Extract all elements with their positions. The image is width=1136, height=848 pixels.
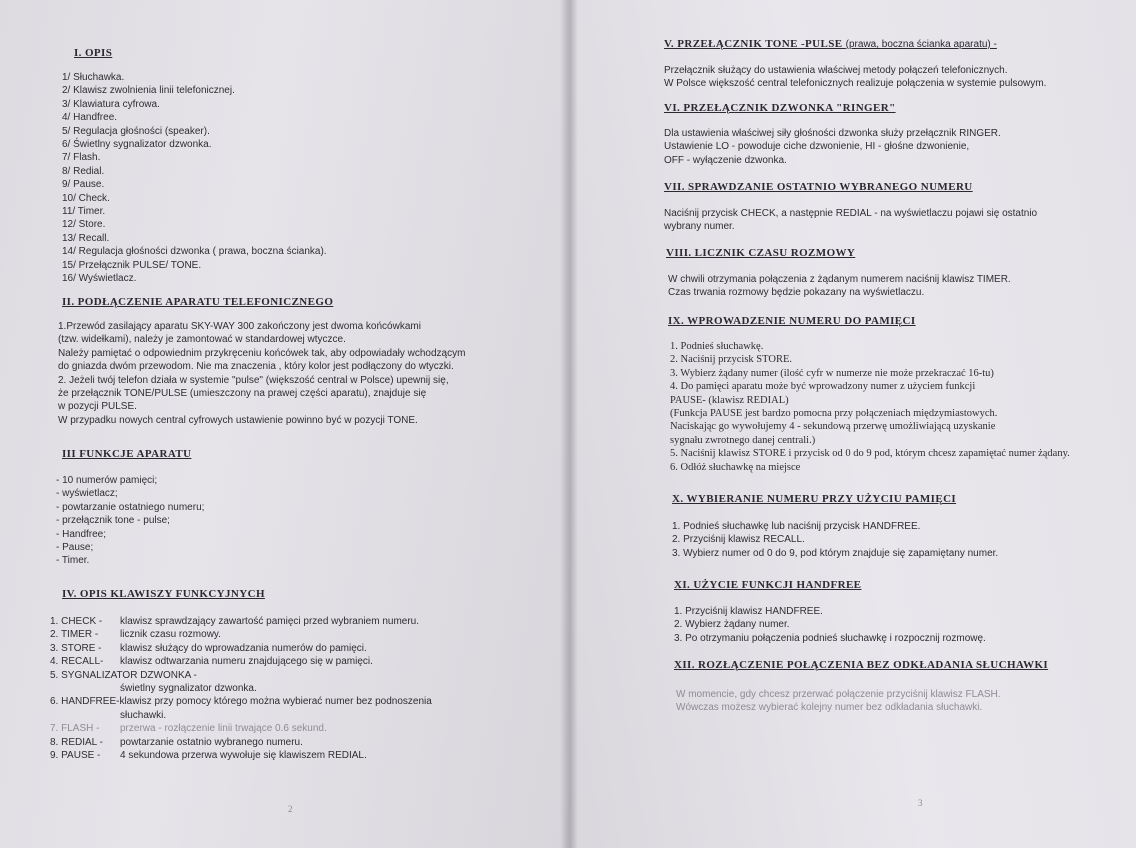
paragraph-line: 2. Jeżeli twój telefon działa w systemie "pulse" (większość central w Polsce) upewnij się,: [58, 374, 449, 386]
paragraph-line: 6. Odłóż słuchawkę na miejsce: [670, 461, 801, 473]
paragraph-line: Naciskając go wywołujemy 4 - sekundową przerwę umożliwiającą uzyskanie: [670, 421, 996, 433]
key-name: 7. FLASH -: [50, 723, 100, 735]
paragraph-line: 3. Wybierz żądany numer (ilość cyfr w numerze nie może przekraczać 16-tu): [670, 367, 994, 379]
paragraph-line: wybrany numer.: [664, 221, 735, 233]
funkcje-list: [56, 474, 204, 568]
list-item: 13/ Recall.: [62, 232, 110, 244]
paragraph-line: Ustawienie LO - powoduje ciche dzwonienie, HI - głośne dzwonienie,: [664, 141, 970, 153]
paragraph-line: do gniazda dwóm przewodom. Nie ma znaczenia , który kolor jest podłączony do wtyczki.: [58, 361, 454, 373]
paragraph-line: 1. Podnieś słuchawkę.: [670, 341, 764, 352]
list-item: 15/ Przełącznik PULSE/ TONE.: [62, 259, 202, 271]
paragraph-line: 2. Naciśnij przycisk STORE.: [670, 354, 793, 366]
paragraph-line: Naciśnij przycisk CHECK, a następnie REDIAL - na wyświetlaczu pojawi się ostatnio: [664, 208, 1038, 219]
list-item: - Pause;: [56, 542, 94, 554]
key-row: [50, 749, 432, 762]
list-item: - wyświetlacz;: [56, 488, 118, 500]
list-item: - Timer.: [56, 555, 90, 567]
timer-text: [668, 273, 1011, 300]
section-klawisze: [62, 588, 265, 600]
paragraph-line: 3. Wybierz numer od 0 do 9, pod którym znajduje się zapamiętany numer.: [672, 547, 999, 559]
section-title: III FUNKCJE APARATU: [62, 448, 192, 460]
key-row: [50, 655, 432, 668]
paragraph-line: sygnału zwrotnego danej centrali.): [670, 434, 816, 446]
list-item: 4/ Handfree.: [62, 112, 118, 124]
section-title: IV. OPIS KLAWISZY FUNKCYJNYCH: [62, 588, 265, 600]
key-row: [50, 628, 432, 641]
key-name: 9. PAUSE -: [50, 750, 101, 762]
paragraph-line: PAUSE- (klawisz REDIAL): [670, 394, 789, 406]
right-page: [568, 0, 1136, 848]
key-name: [50, 709, 120, 722]
key-row: [50, 669, 432, 682]
list-item: 1/ Słuchawka.: [62, 72, 125, 83]
paragraph-line: 1.Przewód zasilający aparatu SKY-WAY 300 zakończony jest dwoma końcówkami: [58, 321, 421, 332]
section-title: VI. PRZEŁĄCZNIK DZWONKA "RINGER": [664, 102, 896, 114]
section-store: [668, 315, 916, 327]
section-recall: [672, 493, 956, 505]
section-title-text: V. PRZEŁĄCZNIK TONE -PULSE: [664, 38, 843, 50]
ringer-text: [664, 127, 1001, 167]
key-desc: klawisz sprawdzający zawartość pamięci przed wybraniem numeru.: [120, 616, 419, 627]
list-item: 11/ Timer.: [62, 206, 106, 218]
section-title: XII. ROZŁĄCZENIE POŁĄCZENIA BEZ ODKŁADANIA SŁUCHAWKI: [674, 659, 1049, 671]
section-title: II. PODŁĄCZENIE APARATU TELEFONICZNEGO: [62, 296, 334, 308]
paragraph-line: 1. Przyciśnij klawisz HANDFREE.: [674, 606, 823, 617]
key-name: 5. SYGNALIZATOR DZWONKA -: [50, 669, 197, 681]
key-row: [50, 682, 432, 695]
key-desc: klawisz służący do wprowadzania numerów do pamięci.: [120, 642, 367, 654]
key-name: 3. STORE -: [50, 642, 102, 654]
opis-list: [62, 71, 327, 286]
section-title: X. WYBIERANIE NUMERU PRZY UŻYCIU PAMIĘCI: [672, 493, 957, 505]
paragraph-line: 3. Po otrzymaniu połączenia podnieś słuchawkę i rozpocznij rozmowę.: [674, 632, 986, 644]
section-tone-pulse: [664, 38, 997, 50]
list-item: 9/ Pause.: [62, 179, 105, 191]
recall-text: [672, 520, 998, 560]
key-row: [50, 709, 432, 722]
key-row: [50, 615, 432, 628]
section-title: [664, 38, 997, 50]
section-opis: [74, 47, 112, 59]
paragraph-line: że przełącznik TONE/PULSE (umieszczony na prawej części aparatu), znajduje się: [58, 388, 427, 400]
list-item: 8/ Redial.: [62, 165, 105, 177]
section-handfree: [674, 579, 861, 591]
paragraph-line: W przypadku nowych central cyfrowych ustawienie powinno być w pozycji TONE.: [58, 414, 418, 426]
page-number: 3: [918, 798, 923, 808]
handfree-text: [674, 605, 986, 645]
paragraph-line: 4. Do pamięci aparatu może być wprowadzony numer z użyciem funkcji: [670, 381, 976, 393]
list-item: - 10 numerów pamięci;: [56, 475, 158, 486]
paragraph-line: (Funkcja PAUSE jest bardzo pomocna przy połączeniach międzymiastowych.: [670, 408, 998, 420]
section-note: (prawa, boczna ścianka aparatu) -: [845, 39, 997, 50]
page-number: 2: [288, 804, 293, 814]
paragraph-line: Czas trwania rozmowy będzie pokazany na wyświetlaczu.: [668, 287, 925, 299]
key-desc: świetlny sygnalizator dzwonka.: [120, 683, 257, 695]
list-item: 10/ Check.: [62, 192, 110, 204]
paragraph-line: 1. Podnieś słuchawkę lub naciśnij przycisk HANDFREE.: [672, 521, 921, 532]
section-check: [664, 181, 973, 193]
key-desc: przerwa - rozłączenie linii trwające 0.6 sekund.: [120, 723, 327, 735]
list-item: 6/ Świetlny sygnalizator dzwonka.: [62, 139, 212, 151]
paragraph-line: Dla ustawienia właściwej siły głośności dzwonka służy przełącznik RINGER.: [664, 128, 1001, 139]
page-fold: [560, 0, 578, 848]
paragraph-line: 2. Przyciśnij klawisz RECALL.: [672, 534, 805, 546]
list-item: 5/ Regulacja głośności (speaker).: [62, 125, 210, 137]
paragraph-line: W momencie, gdy chcesz przerwać połączenie przyciśnij klawisz FLASH.: [676, 689, 1001, 700]
list-item: - powtarzanie ostatniego numeru;: [56, 501, 205, 513]
klawisze-list: [50, 615, 432, 762]
paragraph-line: Wówczas możesz wybierać kolejny numer bez odkładania słuchawki.: [676, 702, 983, 714]
section-timer: [666, 247, 855, 259]
list-item: 2/ Klawisz zwolnienia linii telefonicznej.: [62, 85, 235, 97]
key-name: 2. TIMER -: [50, 629, 99, 641]
paragraph-line: Przełącznik służący do ustawienia właściwej metody połączeń telefonicznych.: [664, 65, 1008, 76]
check-text: [664, 207, 1037, 234]
section-ringer: [664, 102, 896, 114]
section-flash: [674, 659, 1048, 671]
paragraph-line: (tzw. widełkami), należy je zamontować w standardowej wtyczce.: [58, 334, 346, 346]
list-item: 3/ Klawiatura cyfrowa.: [62, 98, 160, 110]
key-name: 4. RECALL-: [50, 656, 104, 668]
list-item: - Handfree;: [56, 528, 107, 540]
key-desc: klawisz przy pomocy którego można wybierać numer bez podnoszenia: [119, 696, 432, 708]
key-name: 6. HANDFREE-: [50, 696, 120, 708]
section-title: XI. UŻYCIE FUNKCJI HANDFREE: [674, 579, 862, 591]
section-title: VIII. LICZNIK CZASU ROZMOWY: [666, 247, 856, 259]
key-name: 1. CHECK -: [50, 616, 103, 627]
paragraph-line: 2. Wybierz żądany numer.: [674, 619, 790, 631]
paragraph-line: w pozycji PULSE.: [58, 401, 137, 413]
paragraph-line: OFF - wyłączenie dzwonka.: [664, 154, 787, 166]
list-item: 12/ Store.: [62, 219, 106, 231]
paragraph-line: W chwili otrzymania połączenia z żądanym numerem naciśnij klawisz TIMER.: [668, 274, 1011, 285]
key-name: 8. REDIAL -: [50, 736, 103, 748]
store-text: [670, 340, 1070, 474]
section-title: IX. WPROWADZENIE NUMERU DO PAMIĘCI: [668, 315, 916, 327]
tone-pulse-text: [664, 64, 1046, 91]
section-title: VII. SPRAWDZANIE OSTATNIO WYBRANEGO NUMERU: [664, 181, 973, 193]
key-desc: powtarzanie ostatnio wybranego numeru.: [120, 736, 303, 748]
key-row: [50, 722, 432, 735]
list-item: 16/ Wyświetlacz.: [62, 273, 137, 285]
flash-text: [676, 688, 1001, 715]
section-funkcje: [62, 448, 191, 460]
list-item: - przełącznik tone - pulse;: [56, 515, 170, 527]
section-podlaczenie: [62, 296, 333, 308]
paragraph-line: 5. Naciśnij klawisz STORE i przycisk od 0 do 9 pod, którym chcesz zapamiętać numer żądany.: [670, 448, 1070, 460]
key-row: [50, 695, 432, 708]
key-desc: klawisz odtwarzania numeru znajdującego się w pamięci.: [120, 656, 373, 668]
key-row: [50, 736, 432, 749]
list-item: 14/ Regulacja głośności dzwonka ( prawa, boczna ścianka).: [62, 246, 327, 258]
key-desc: licznik czasu rozmowy.: [120, 629, 221, 641]
key-desc: słuchawki.: [120, 709, 167, 721]
key-name: [50, 682, 120, 695]
key-desc: 4 sekundowa przerwa wywołuje się klawiszem REDIAL.: [120, 750, 367, 762]
podlaczenie-text: [58, 320, 465, 427]
paragraph-line: Należy pamiętać o odpowiednim przykręceniu końcówek tak, aby odpowiadały wchodzącym: [58, 347, 466, 359]
section-title: I. OPIS: [74, 47, 113, 59]
paragraph-line: W Polsce większość central telefonicznych realizuje połączenia w systemie pulsowym.: [664, 78, 1047, 90]
key-row: [50, 642, 432, 655]
list-item: 7/ Flash.: [62, 152, 101, 164]
